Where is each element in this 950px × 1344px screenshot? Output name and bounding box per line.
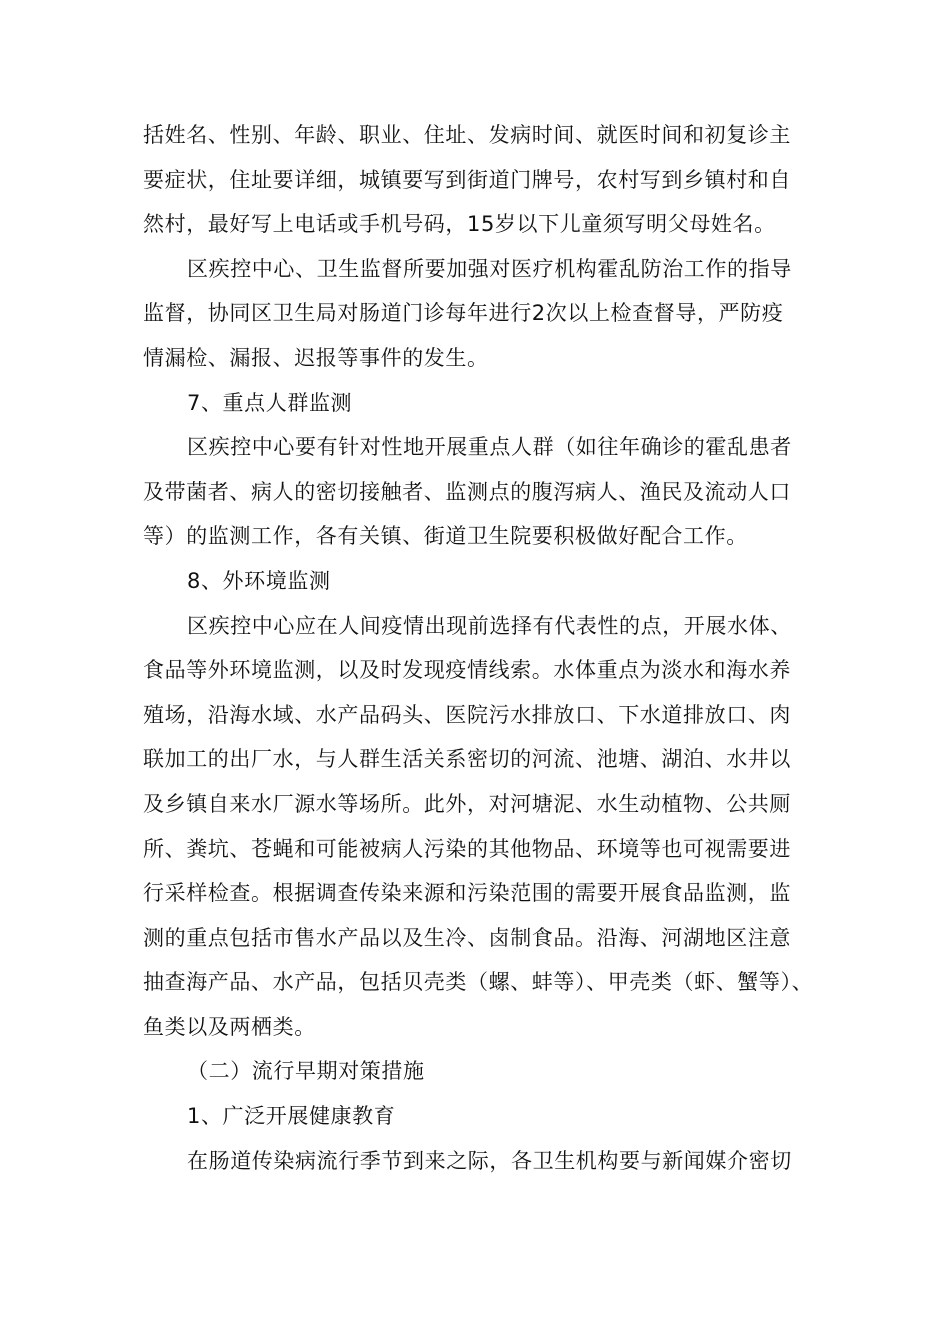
- text-line: 要症状，住址要详细，城镇要写到街道门牌号，农村写到乡镇村和自: [143, 167, 791, 192]
- text-line: 食品等外环境监测，以及时发现疫情线索。水体重点为淡水和海水养: [143, 658, 791, 683]
- text-line: 监督，协同区卫生局对肠道门诊每年进行2次以上检查督导，严防疫: [143, 301, 784, 326]
- text-line: 等）的监测工作，各有关镇、街道卫生院要积极做好配合工作。: [143, 524, 748, 549]
- section-heading: 7、重点人群监测: [187, 390, 353, 415]
- text-line: 鱼类以及两栖类。: [143, 1014, 316, 1039]
- text-line: 情漏检、漏报、迟报等事件的发生。: [143, 345, 489, 370]
- paragraph-start-line: 区疾控中心、卫生监督所要加强对医疗机构霍乱防治工作的指导: [187, 256, 792, 281]
- section-heading: 1、广泛开展健康教育: [187, 1104, 396, 1129]
- text-line: 然村，最好写上电话或手机号码，15岁以下儿童须写明父母姓名。: [143, 212, 776, 237]
- section-heading: （二）流行早期对策措施: [187, 1059, 425, 1084]
- text-line: 测的重点包括市售水产品以及生冷、卤制食品。沿海、河湖地区注意: [143, 925, 791, 950]
- text-line: 括姓名、性别、年龄、职业、住址、发病时间、就医时间和初复诊主: [143, 123, 791, 147]
- text-line: 及乡镇自来水厂源水等场所。此外，对河塘泥、水生动植物、公共厕: [143, 791, 791, 816]
- paragraph-start-line: 区疾控中心要有针对性地开展重点人群（如往年确诊的霍乱患者: [187, 435, 792, 460]
- text-line: 联加工的出厂水，与人群生活关系密切的河流、池塘、湖泊、水井以: [143, 747, 791, 772]
- text-line: 所、粪坑、苍蝇和可能被病人污染的其他物品、环境等也可视需要进: [143, 836, 791, 861]
- text-line: 行采样检查。根据调查传染来源和污染范围的需要开展食品监测，监: [143, 881, 791, 906]
- document-body: [143, 113, 814, 1183]
- section-heading: 8、外环境监测: [187, 568, 331, 593]
- paragraph-start-line: 区疾控中心应在人间疫情出现前选择有代表性的点，开展水体、: [187, 613, 792, 638]
- paragraph-start-line: 在肠道传染病流行季节到来之际，各卫生机构要与新闻媒介密切: [187, 1148, 792, 1173]
- text-line: 抽查海产品、水产品，包括贝壳类（螺、蚌等）、甲壳类（虾、蟹等）、: [143, 970, 814, 995]
- text-line: 殖场，沿海水域、水产品码头、医院污水排放口、下水道排放口、肉: [143, 702, 791, 727]
- text-line: 及带菌者、病人的密切接触者、监测点的腹泻病人、渔民及流动人口: [143, 479, 791, 504]
